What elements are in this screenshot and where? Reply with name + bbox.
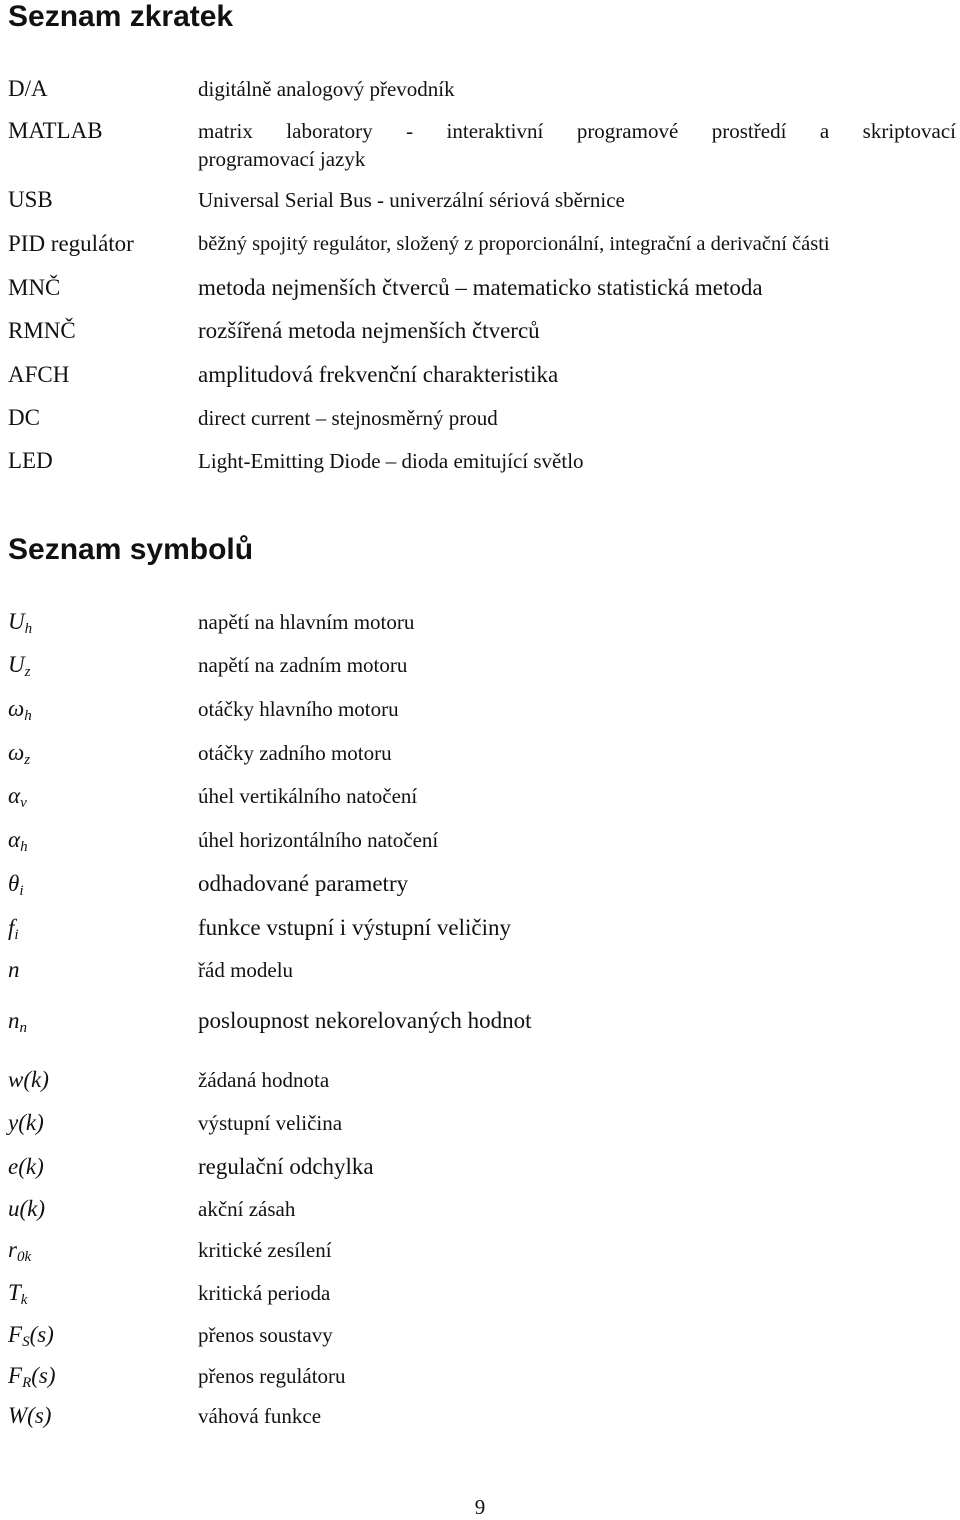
symbol-base: n	[8, 957, 20, 982]
symbol-term	[8, 739, 30, 774]
symbol-base: T	[8, 1280, 21, 1305]
abbreviation-description-continued: programovací jazyk	[198, 147, 366, 171]
abbreviation-term: RMNČ	[8, 318, 76, 343]
symbol-subscript: i	[19, 883, 24, 899]
abbreviation-term: USB	[8, 187, 53, 212]
symbol-base: U	[8, 652, 25, 677]
abbreviation-description: Light-Emitting Diode – dioda emitující světlo	[198, 449, 584, 473]
abbreviation-term: DC	[8, 405, 40, 430]
symbol-term	[8, 1236, 31, 1271]
symbol-description: úhel horizontálního natočení	[198, 828, 439, 852]
symbol-base: r	[8, 1237, 17, 1262]
symbol-term	[8, 695, 32, 730]
symbol-description: výstupní veličina	[198, 1111, 343, 1135]
abbreviation-term: LED	[8, 448, 53, 473]
symbol-term	[8, 1362, 56, 1397]
symbol-subscript: h	[20, 839, 28, 855]
symbols-heading: Seznam symbolů	[8, 533, 254, 566]
symbol-base: θ	[8, 871, 20, 896]
symbol-base: y(k)	[8, 1110, 44, 1135]
symbol-term	[8, 1279, 27, 1314]
symbol-term	[8, 651, 30, 686]
symbol-base: f	[8, 915, 15, 940]
abbreviation-term: D/A	[8, 76, 48, 101]
abbreviation-term: MATLAB	[8, 118, 103, 143]
abbreviation-description: digitálně analogový převodník	[198, 77, 455, 101]
symbol-base: ω	[8, 740, 25, 765]
symbol-description: odhadované parametry	[198, 871, 409, 896]
abbreviations-heading: Seznam zkratek	[8, 0, 234, 33]
symbol-description: přenos soustavy	[198, 1323, 333, 1347]
symbol-description: kritické zesílení	[198, 1238, 332, 1262]
symbol-term	[8, 956, 20, 984]
symbol-term	[8, 608, 32, 643]
symbol-subscript: i	[14, 927, 19, 943]
symbol-base: α	[8, 827, 21, 852]
symbol-base: α	[8, 783, 21, 808]
symbol-base: U	[8, 609, 25, 634]
symbol-description: otáčky hlavního motoru	[198, 697, 399, 721]
page-number: 9	[474, 1495, 486, 1519]
symbol-description: žádaná hodnota	[198, 1068, 330, 1092]
symbol-description: kritická perioda	[198, 1281, 331, 1305]
abbreviation-description: direct current – stejnosměrný proud	[198, 406, 498, 430]
symbol-base: W(s)	[8, 1403, 52, 1428]
symbol-subscript: v	[20, 795, 27, 811]
abbreviation-term: PID regulátor	[8, 231, 134, 256]
symbol-argument: (s)	[31, 1363, 56, 1388]
symbol-term	[8, 1153, 44, 1181]
symbol-subscript: k	[20, 1292, 28, 1308]
symbol-description: posloupnost nekorelovaných hodnot	[198, 1008, 532, 1033]
symbol-description: funkce vstupní i výstupní veličiny	[198, 915, 512, 940]
abbreviation-term: AFCH	[8, 362, 70, 387]
symbol-base: F	[8, 1363, 23, 1388]
symbol-description: akční zásah	[198, 1197, 296, 1221]
symbol-term	[8, 870, 23, 905]
symbol-term	[8, 1321, 54, 1356]
symbol-base: e(k)	[8, 1154, 44, 1179]
symbol-description: otáčky zadního motoru	[198, 741, 392, 765]
abbreviation-description: Universal Serial Bus - univerzální sériová sběrnice	[198, 188, 625, 212]
symbol-subscript: h	[24, 621, 33, 637]
abbreviation-description: amplitudová frekvenční charakteristika	[198, 362, 559, 387]
symbol-term	[8, 1007, 27, 1042]
symbol-term	[8, 826, 28, 861]
symbol-description: napětí na zadním motoru	[198, 653, 408, 677]
abbreviation-description: rozšířená metoda nejmenších čtverců	[198, 318, 540, 343]
symbol-base: u(k)	[8, 1196, 46, 1221]
symbol-base: n	[8, 1008, 20, 1033]
abbreviation-description: metoda nejmenších čtverců – matematicko statistická metoda	[198, 275, 763, 300]
symbol-term	[8, 1109, 44, 1137]
symbol-subscript: z	[24, 752, 31, 768]
abbreviation-term: MNČ	[8, 275, 61, 300]
symbol-subscript: 0k	[16, 1249, 32, 1265]
symbol-term	[8, 1066, 49, 1094]
symbol-base: ω	[8, 696, 25, 721]
symbol-description: napětí na hlavním motoru	[198, 610, 415, 634]
symbol-base: w(k)	[8, 1067, 49, 1092]
abbreviation-description: matrix laboratory - interaktivní programové prostředí a skriptovací	[198, 119, 956, 143]
symbol-description: řád modelu	[198, 958, 294, 982]
symbol-description: váhová funkce	[198, 1404, 322, 1428]
symbol-base: F	[8, 1322, 23, 1347]
symbol-subscript: R	[22, 1375, 32, 1391]
symbol-subscript: S	[22, 1334, 30, 1350]
symbol-term	[8, 782, 27, 817]
symbol-subscript: z	[24, 664, 31, 680]
symbol-term	[8, 1402, 51, 1430]
symbol-subscript: n	[19, 1020, 27, 1036]
abbreviation-description: běžný spojitý regulátor, složený z proporcionální, integrační a derivační části	[198, 233, 830, 255]
symbol-description: úhel vertikálního natočení	[198, 784, 418, 808]
symbol-description: regulační odchylka	[198, 1154, 374, 1179]
symbol-argument: (s)	[29, 1322, 54, 1347]
symbol-term	[8, 1195, 45, 1223]
symbol-description: přenos regulátoru	[198, 1364, 346, 1388]
symbol-term	[8, 914, 19, 949]
symbol-subscript: h	[24, 708, 32, 724]
